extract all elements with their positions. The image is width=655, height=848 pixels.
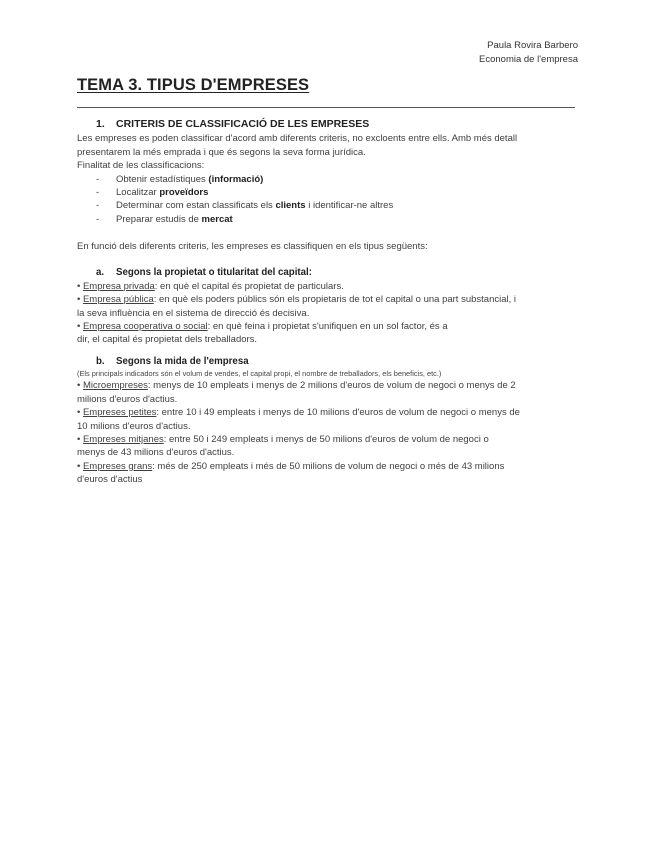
list-item: - Localitzar proveïdors [96, 186, 579, 199]
subject-name: Economia de l'empresa [479, 53, 578, 65]
intro-paragraph-line: presentarem la més emprada i que és segons la seva forma jurídica. [77, 146, 366, 158]
size-item: • Empreses grans: més de 250 empleats i més de 50 milions de volum de negoci o més de 43 milions d'euros d'actius [77, 460, 505, 486]
term-underlined: Empreses mitjanes [82, 433, 164, 445]
list-item: - Determinar com estan classificats els clients i identificar-ne altres [96, 199, 579, 212]
ownership-item: • Empresa cooperativa o social: en què feina i propietat s'unifiquen en un sol factor, és a dir, el capital és propietat dels treballadors. [77, 321, 448, 346]
size-item: • Empreses petites: entre 10 i 49 empleats i menys de 10 milions d'euros de volum de negoci o menys de 10 milions d'euros d'actius. [77, 407, 520, 432]
section-number: 1. [96, 118, 105, 130]
subsection-heading-a [77, 266, 579, 279]
term-underlined: Empreses petites [82, 407, 157, 419]
subsection-letter: a. [96, 267, 105, 279]
term-underlined: Empresa privada [82, 280, 155, 292]
page-title: TEMA 3. TIPUS D'EMPRESES [77, 76, 310, 94]
subsection-title: Segons la mida de l'empresa [116, 355, 249, 367]
list-item: - Obtenir estadístiques (informació) [96, 173, 579, 186]
term-underlined: Empresa pública [82, 294, 154, 306]
ownership-item: • Empresa privada: en què el capital és propietat de particulars. [77, 280, 344, 292]
section-title: CRITERIS DE CLASSIFICACIÓ DE LES EMPRESES [116, 118, 370, 130]
subsection-letter: b. [96, 355, 105, 367]
finalitat-list [77, 173, 579, 227]
finalitat-label: Finalitat de les classificacions: [77, 160, 205, 172]
document-body [77, 118, 579, 487]
section-heading-1 [77, 118, 579, 131]
intro-paragraph-line: Les empreses es poden classificar d'acord amb diferents criteris, no excloents entre ells. Amb més detall [77, 133, 518, 145]
page-header [479, 39, 578, 66]
indicators-note: (Els principals indicadors són el volum de vendes, el capital propi, el nombre de treballadors, els beneficis, etc.) [77, 369, 442, 379]
title-divider [77, 107, 575, 108]
term-underlined: Empresa cooperativa o social [82, 321, 208, 333]
author-name: Paula Rovira Barbero [487, 40, 578, 51]
subsection-heading-b [77, 355, 579, 368]
size-item: • Empreses mitjanes: entre 50 i 249 empleats i menys de 50 milions d'euros de volum de negoci o menys de 43 milions d'euros d'actius. [77, 433, 489, 459]
list-item: - Preparar estudis de mercat [96, 213, 579, 226]
subsection-title: Segons la propietat o titularitat del capital: [116, 267, 312, 279]
term-underlined: Empreses grans [82, 460, 153, 472]
ownership-item: • Empresa pública: en què els poders públics són els propietaris de tot el capital o una part substancial, i la seva influència en el sistema de direcció és decisiva. [77, 294, 517, 319]
size-item: • Microempreses: menys de 10 empleats i menys de 2 milions d'euros de volum de negoci o menys de 2 milions d'euros d'actius. [77, 380, 516, 405]
term-underlined: Microempreses [82, 380, 148, 392]
criteria-intro: En funció dels diferents criteris, les empreses es classifiquen en els tipus següents: [77, 240, 428, 252]
